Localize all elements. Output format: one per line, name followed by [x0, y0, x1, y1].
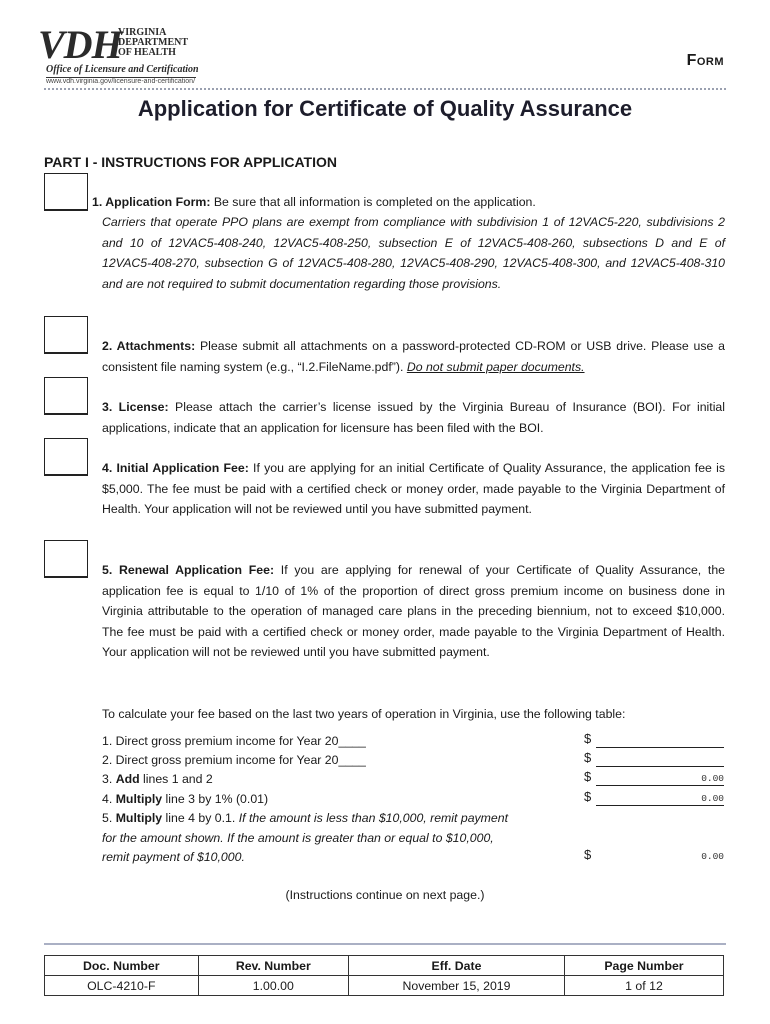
vdh-logo [38, 22, 218, 88]
fee-line-5: 5. Multiply line 4 by 0.1. If the amount is less than $10,000, remit payment [102, 811, 509, 825]
footer-divider [44, 943, 726, 945]
logo-dept-text: VIRGINIA DEPARTMENT OF HEALTH [118, 27, 189, 58]
fee-line-5-cont-1: for the amount shown. If the amount is greater than or equal to $10,000, [102, 831, 494, 845]
document-info-table [44, 955, 724, 996]
instruction-item-3 [102, 397, 725, 438]
fee-line-3: 3. Add lines 1 and 2 [102, 772, 213, 786]
item-5-text: If you are applying for renewal of your Certificate of Quality Assurance, the application fee is equal to 1/10 of 1% of the proportion of direct gross premium income on business done in Virginia attributable to the operation of managed care plans in the preceding biennium, not to exceed $10,000. The fee must be paid with a certified check or money order, made payable to the Virginia Department of Health. Your application will not be reviewed until you have submitted payment. [102, 563, 726, 659]
fee-line-2: 2. Direct gross premium income for Year 20____ [102, 753, 366, 767]
rev-number-header: Rev. Number [198, 956, 348, 976]
dollar-sign: $ [584, 847, 592, 862]
page-number-header: Page Number [564, 956, 723, 976]
eff-date-value: November 15, 2019 [349, 976, 565, 996]
table-header-row [45, 956, 724, 976]
checkbox-license[interactable] [44, 377, 88, 415]
logo-vdh-text: VDH [38, 22, 122, 67]
item-4-text: If you are applying for an initial Certificate of Quality Assurance, the application fee is $5,000. The fee must be paid with a certified check or money order, made payable to the Virginia Department of Health. Your application will not be reviewed until you have submitted payment. [102, 461, 725, 516]
fee-line-4: 4. Multiply line 3 by 1% (0.01) [102, 792, 269, 806]
table-row [45, 976, 724, 996]
rev-number-value: 1.00.00 [198, 976, 348, 996]
eff-date-header: Eff. Date [349, 956, 565, 976]
item-3-label: 3. License: [102, 400, 169, 414]
logo-office-text: Office of Licensure and Certification [46, 64, 199, 75]
page-number-value: 1 of 12 [564, 976, 723, 996]
dollar-sign: $ [584, 789, 592, 804]
fee-line-5-cont-2: remit payment of $10,000. [102, 850, 245, 864]
checkbox-application-form[interactable] [44, 173, 88, 211]
logo-url: www.vdh.virginia.gov/licensure-and-certification/ [46, 78, 196, 85]
item-1-label: 1. Application Form: [92, 195, 211, 209]
instruction-item-4 [102, 458, 725, 520]
part-heading: PART I - INSTRUCTIONS FOR APPLICATION [44, 154, 337, 170]
form-label: Form [686, 52, 724, 69]
item-4-label: 4. Initial Application Fee: [102, 461, 249, 475]
continue-note: (Instructions continue on next page.) [285, 888, 485, 902]
amount-field-line-4[interactable]: 0.00 [596, 789, 724, 806]
fee-intro: To calculate your fee based on the last two years of operation in Virginia, use the following table: [102, 707, 626, 721]
instruction-item-5 [102, 560, 725, 663]
item-2-text: Please submit all attachments on a password-protected CD-ROM or USB drive. Please use a consistent file naming system (e.g., “I.2.FileName.pdf”). [102, 339, 725, 374]
item-5-label: 5. Renewal Application Fee: [102, 563, 275, 577]
instruction-item-2 [102, 336, 725, 377]
page-title: Application for Certificate of Quality Assurance [137, 96, 633, 121]
doc-number-value: OLC-4210-F [45, 976, 199, 996]
item-1-text: Be sure that all information is completed on the application. [210, 195, 536, 209]
amount-field-line-2[interactable] [596, 750, 724, 767]
instruction-item-1-note: Carriers that operate PPO plans are exempt from compliance with subdivision 1 of 12VAC5-220, subdivisions 2 and 10 of 12VAC5-408-240, 12VAC5-408-250, subsection E of 12VAC5-408-260, subsections D and E of 12VAC5-408-270, subsection G of 12VAC5-408-280, 12VAC5-408-290, 12VAC5-408-300, and 12VAC5-408-310 and are not required to submit documentation regarding those provisions. [102, 215, 725, 291]
instruction-item-1 [92, 192, 725, 213]
item-2-emphasis: Do not submit paper documents. [406, 359, 585, 374]
dollar-sign: $ [584, 731, 592, 746]
checkbox-attachments[interactable] [44, 316, 88, 354]
checkbox-renewal-fee[interactable] [44, 540, 88, 578]
item-2-label: 2. Attachments: [102, 339, 196, 353]
dollar-sign: $ [584, 750, 592, 765]
amount-field-line-1[interactable] [596, 731, 724, 748]
checkbox-initial-fee[interactable] [44, 438, 88, 476]
dollar-sign: $ [584, 769, 592, 784]
amount-field-line-5[interactable]: 0.00 [701, 851, 724, 862]
fee-line-1: 1. Direct gross premium income for Year 20____ [102, 734, 366, 748]
amount-field-line-3[interactable]: 0.00 [596, 769, 724, 786]
doc-number-header: Doc. Number [45, 956, 199, 976]
header-divider [44, 88, 726, 90]
item-3-text: Please attach the carrier’s license issued by the Virginia Bureau of Insurance (BOI). For initial applications, indicate that an application for licensure has been filed with the BOI. [102, 400, 725, 435]
